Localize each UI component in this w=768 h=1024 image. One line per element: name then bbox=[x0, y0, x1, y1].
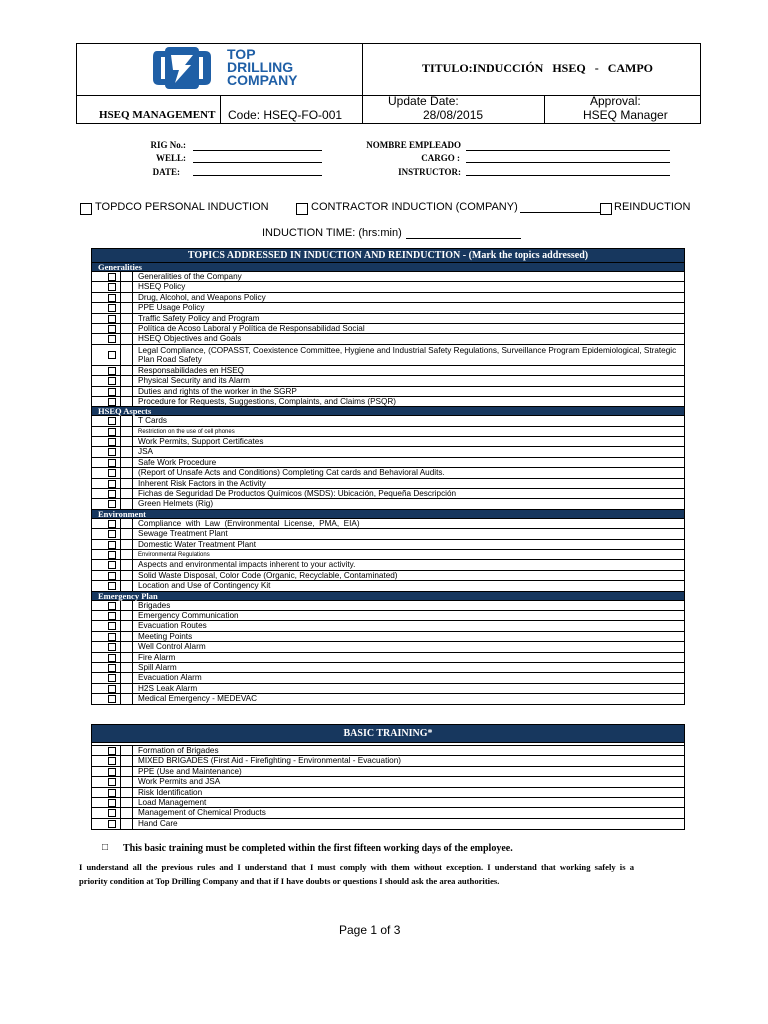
topic-checkbox[interactable] bbox=[108, 500, 116, 508]
cell-divider bbox=[132, 529, 133, 538]
cell-divider bbox=[120, 272, 121, 281]
approval-label: Approval: bbox=[590, 94, 641, 108]
cell-divider bbox=[132, 272, 133, 281]
table-row bbox=[92, 447, 684, 457]
topic-checkbox[interactable] bbox=[108, 273, 116, 281]
topic-checkbox[interactable] bbox=[108, 428, 116, 436]
section-header: HSEQ Aspects bbox=[92, 407, 684, 416]
topic-checkbox[interactable] bbox=[108, 654, 116, 662]
employee-name-label: NOMBRE EMPLEADO bbox=[366, 140, 461, 150]
topic-checkbox[interactable] bbox=[108, 572, 116, 580]
cell-divider bbox=[132, 767, 133, 776]
cell-divider bbox=[120, 684, 121, 693]
reinduction-checkbox[interactable] bbox=[600, 203, 612, 215]
cell-divider bbox=[132, 642, 133, 651]
cell-divider bbox=[120, 376, 121, 385]
cell-divider bbox=[120, 777, 121, 786]
topic-label: Formation of Brigades bbox=[138, 746, 219, 755]
topic-label: Work Permits and JSA bbox=[138, 777, 221, 787]
cell-divider bbox=[132, 416, 133, 425]
topic-label: MIXED BRIGADES (First Aid - Firefighting - Environmental - Evacuation) bbox=[138, 756, 401, 766]
topic-label: H2S Leak Alarm bbox=[138, 683, 198, 693]
cell-divider bbox=[132, 788, 133, 797]
topic-label: Spill Alarm bbox=[138, 662, 177, 672]
rig-no-field[interactable] bbox=[193, 150, 322, 151]
header-divider bbox=[362, 44, 363, 123]
table-row bbox=[92, 777, 684, 787]
topic-label: Responsabilidades en HSEQ bbox=[138, 365, 245, 375]
topic-label: Location and Use of Contingency Kit bbox=[138, 581, 271, 591]
topic-label: Risk Identification bbox=[138, 787, 203, 797]
topic-checkbox[interactable] bbox=[108, 695, 116, 703]
topic-checkbox[interactable] bbox=[108, 398, 116, 406]
topic-label: Safe Work Procedure bbox=[138, 457, 217, 467]
cell-divider bbox=[120, 427, 121, 436]
table-row bbox=[92, 653, 684, 663]
update-date-value: 28/08/2015 bbox=[423, 108, 484, 122]
topic-label: Physical Security and its Alarm bbox=[138, 376, 250, 386]
cell-divider bbox=[132, 560, 133, 569]
table-row bbox=[92, 746, 684, 756]
cell-divider bbox=[120, 642, 121, 651]
topic-label: Meeting Points bbox=[138, 631, 193, 641]
topic-checkbox[interactable] bbox=[108, 377, 116, 385]
table-row bbox=[92, 788, 684, 798]
table-row bbox=[92, 798, 684, 808]
topic-label: Work Permits, Support Certificates bbox=[138, 437, 264, 447]
table-row bbox=[92, 437, 684, 447]
topic-checkbox[interactable] bbox=[108, 612, 116, 620]
contractor-company-field[interactable] bbox=[520, 212, 602, 213]
topics-table-title: TOPICS ADDRESSED IN INDUCTION AND REINDUCTION - (Mark the topics addressed) bbox=[92, 249, 684, 263]
cell-divider bbox=[132, 519, 133, 528]
topic-label: Green Helmets (Rig) bbox=[138, 499, 214, 509]
cell-divider bbox=[132, 663, 133, 672]
table-row bbox=[92, 756, 684, 766]
cell-divider bbox=[120, 458, 121, 467]
table-row bbox=[92, 272, 684, 282]
cell-divider bbox=[120, 366, 121, 375]
topic-label: HSEQ Objectives and Goals bbox=[138, 334, 242, 344]
cell-divider bbox=[132, 653, 133, 662]
table-row bbox=[92, 642, 684, 652]
table-row bbox=[92, 293, 684, 303]
cell-divider bbox=[132, 499, 133, 508]
cell-divider bbox=[120, 788, 121, 797]
topic-label: T Cards bbox=[138, 416, 167, 426]
topic-label: Brigades bbox=[138, 600, 171, 610]
basic-training-title: BASIC TRAINING* bbox=[92, 725, 684, 743]
document-title: TITULO:INDUCCIÓN HSEQ - CAMPO bbox=[422, 61, 654, 75]
cell-divider bbox=[120, 479, 121, 488]
declaration-line: I understand all the previous rules and I understand that I must comply with them without exception. I understand that working safely is a bbox=[79, 862, 634, 872]
approval-value: HSEQ Manager bbox=[583, 108, 668, 122]
topic-label: Fichas de Seguridad De Productos Químicos (MSDS): Ubicación, Pequeña Descripción bbox=[138, 489, 457, 499]
well-field[interactable] bbox=[193, 162, 322, 163]
topic-checkbox[interactable] bbox=[108, 448, 116, 456]
topic-label: Well Control Alarm bbox=[138, 642, 206, 652]
topic-checkbox[interactable] bbox=[108, 685, 116, 693]
cargo-field[interactable] bbox=[466, 162, 670, 163]
table-row bbox=[92, 416, 684, 426]
table-row bbox=[92, 489, 684, 499]
cell-divider bbox=[132, 601, 133, 610]
cell-divider bbox=[132, 611, 133, 620]
cell-divider bbox=[132, 777, 133, 786]
cell-divider bbox=[132, 397, 133, 406]
cell-divider bbox=[120, 519, 121, 528]
cell-divider bbox=[120, 282, 121, 291]
topic-label: Evacuation Alarm bbox=[138, 673, 202, 683]
section-header: Environment bbox=[92, 510, 684, 519]
cell-divider bbox=[132, 324, 133, 333]
cargo-label: CARGO : bbox=[421, 153, 460, 163]
cell-divider bbox=[120, 798, 121, 807]
table-row bbox=[92, 324, 684, 334]
cell-divider bbox=[132, 621, 133, 630]
topic-label: Restriction on the use of cell phones bbox=[138, 428, 235, 435]
topic-checkbox[interactable] bbox=[108, 335, 116, 343]
cell-divider bbox=[132, 819, 133, 829]
cell-divider bbox=[120, 303, 121, 312]
document-header bbox=[76, 43, 701, 124]
topic-label: Fire Alarm bbox=[138, 652, 176, 662]
topic-checkbox[interactable] bbox=[108, 438, 116, 446]
topic-label: Legal Compliance, (COPASST, Coexistence Committee, Hygiene and Industrial Safety Regulations, Surveillance Program Epidemiological, Strategic Plan Road Safety bbox=[138, 345, 677, 365]
cell-divider bbox=[132, 673, 133, 682]
table-row bbox=[92, 601, 684, 611]
company-name bbox=[227, 48, 298, 87]
topic-checkbox[interactable] bbox=[108, 561, 116, 569]
cell-divider bbox=[132, 387, 133, 396]
topic-checkbox[interactable] bbox=[108, 809, 116, 817]
topic-label: PPE Usage Policy bbox=[138, 303, 205, 313]
contractor-induction-checkbox[interactable] bbox=[296, 203, 308, 215]
topic-label: Generalities of the Company bbox=[138, 272, 242, 281]
cell-divider bbox=[120, 550, 121, 559]
cell-divider bbox=[132, 550, 133, 559]
cell-divider bbox=[132, 632, 133, 641]
topic-checkbox[interactable] bbox=[108, 820, 116, 828]
rig-no-label: RIG No.: bbox=[150, 140, 186, 150]
table-row bbox=[92, 684, 684, 694]
cell-divider bbox=[120, 621, 121, 630]
topic-label: Evacuation Routes bbox=[138, 621, 207, 631]
topic-label: JSA bbox=[138, 447, 154, 457]
topic-checkbox[interactable] bbox=[108, 541, 116, 549]
topic-label: Emergency Communication bbox=[138, 610, 239, 620]
cell-divider bbox=[132, 314, 133, 323]
topic-checkbox[interactable] bbox=[108, 325, 116, 333]
table-row bbox=[92, 581, 684, 591]
table-row bbox=[92, 694, 684, 704]
cell-divider bbox=[132, 684, 133, 693]
section-header: Generalities bbox=[92, 263, 684, 272]
topic-checkbox[interactable] bbox=[108, 388, 116, 396]
declaration-line: priority condition at Top Drilling Company and that if I have doubts or questions I should ask the area authorities. bbox=[79, 876, 500, 886]
topic-checkbox[interactable] bbox=[108, 490, 116, 498]
cell-divider bbox=[120, 601, 121, 610]
induction-time-label: INDUCTION TIME: (hrs:min) bbox=[262, 227, 402, 239]
topic-checkbox[interactable] bbox=[108, 778, 116, 786]
topic-checkbox[interactable] bbox=[108, 664, 116, 672]
cell-divider bbox=[120, 529, 121, 538]
cell-divider bbox=[132, 282, 133, 291]
topic-checkbox[interactable] bbox=[108, 757, 116, 765]
cell-divider bbox=[120, 756, 121, 765]
cell-divider bbox=[120, 663, 121, 672]
topic-checkbox[interactable] bbox=[108, 459, 116, 467]
cell-divider bbox=[132, 581, 133, 590]
section-header: Emergency Plan bbox=[92, 592, 684, 601]
cell-divider bbox=[132, 798, 133, 807]
cell-divider bbox=[132, 489, 133, 498]
cell-divider bbox=[120, 416, 121, 425]
cell-divider bbox=[132, 447, 133, 456]
table-row bbox=[92, 673, 684, 683]
topic-checkbox[interactable] bbox=[108, 417, 116, 425]
cell-divider bbox=[120, 611, 121, 620]
table-row bbox=[92, 376, 684, 386]
topic-checkbox[interactable] bbox=[108, 551, 116, 559]
table-row bbox=[92, 529, 684, 539]
topic-label: (Report of Unsafe Acts and Conditions) Completing Cat cards and Behavioral Audits. bbox=[138, 468, 445, 478]
table-row bbox=[92, 560, 684, 570]
cell-divider bbox=[120, 499, 121, 508]
topic-label: Compliance with Law (Environmental License, PMA, EIA) bbox=[138, 518, 360, 528]
table-row bbox=[92, 282, 684, 292]
cell-divider bbox=[120, 437, 121, 446]
table-row bbox=[92, 303, 684, 313]
company-name-line: TOP bbox=[227, 46, 256, 62]
topic-checkbox[interactable] bbox=[108, 530, 116, 538]
cell-divider bbox=[132, 376, 133, 385]
topic-checkbox[interactable] bbox=[108, 602, 116, 610]
topdco-induction-label: TOPDCO PERSONAL INDUCTION bbox=[95, 201, 269, 213]
table-row bbox=[92, 314, 684, 324]
basic-training-body bbox=[92, 746, 684, 829]
topic-label: Inherent Risk Factors in the Activity bbox=[138, 478, 266, 488]
cell-divider bbox=[132, 571, 133, 580]
cell-divider bbox=[120, 314, 121, 323]
table-row bbox=[92, 808, 684, 818]
topic-checkbox[interactable] bbox=[108, 351, 116, 359]
basic-training-table bbox=[91, 724, 685, 830]
date-label: DATE: bbox=[152, 167, 180, 177]
table-row bbox=[92, 334, 684, 344]
cell-divider bbox=[132, 458, 133, 467]
table-row bbox=[92, 387, 684, 397]
topic-checkbox[interactable] bbox=[108, 469, 116, 477]
table-row bbox=[92, 621, 684, 631]
cell-divider bbox=[132, 479, 133, 488]
topic-checkbox[interactable] bbox=[108, 789, 116, 797]
topics-table bbox=[91, 248, 685, 705]
table-row bbox=[92, 571, 684, 581]
induction-time-field[interactable] bbox=[406, 238, 521, 239]
cell-divider bbox=[120, 581, 121, 590]
topic-checkbox[interactable] bbox=[108, 643, 116, 651]
cell-divider bbox=[132, 437, 133, 446]
topic-checkbox[interactable] bbox=[108, 768, 116, 776]
cell-divider bbox=[132, 694, 133, 704]
cell-divider bbox=[120, 673, 121, 682]
table-row bbox=[92, 540, 684, 550]
topic-label: Drug, Alcohol, and Weapons Policy bbox=[138, 292, 266, 302]
company-logo bbox=[149, 45, 215, 91]
topdco-induction-checkbox[interactable] bbox=[80, 203, 92, 215]
cell-divider bbox=[120, 540, 121, 549]
company-name-line: DRILLING bbox=[227, 59, 294, 75]
topics-table-body bbox=[92, 263, 684, 704]
reinduction-label: REINDUCTION bbox=[614, 201, 691, 213]
cell-divider bbox=[132, 427, 133, 436]
topic-label: HSEQ Policy bbox=[138, 282, 186, 292]
topic-label: Procedure for Requests, Suggestions, Complaints, and Claims (PSQR) bbox=[138, 396, 397, 406]
topic-checkbox[interactable] bbox=[108, 622, 116, 630]
cell-divider bbox=[132, 366, 133, 375]
table-row bbox=[92, 366, 684, 376]
topic-checkbox[interactable] bbox=[108, 582, 116, 590]
topic-checkbox[interactable] bbox=[108, 367, 116, 375]
cell-divider bbox=[132, 334, 133, 343]
header-divider bbox=[544, 95, 545, 123]
topic-label: Hand Care bbox=[138, 818, 178, 828]
cell-divider bbox=[120, 819, 121, 829]
cell-divider bbox=[120, 397, 121, 406]
table-row bbox=[92, 550, 684, 560]
table-row bbox=[92, 611, 684, 621]
table-row bbox=[92, 632, 684, 642]
topic-label: Medical Emergency - MEDEVAC bbox=[138, 694, 258, 704]
topic-checkbox[interactable] bbox=[108, 633, 116, 641]
document-code: Code: HSEQ-FO-001 bbox=[228, 108, 343, 122]
topic-checkbox[interactable] bbox=[108, 799, 116, 807]
table-row bbox=[92, 468, 684, 478]
table-row bbox=[92, 499, 684, 509]
cell-divider bbox=[120, 345, 121, 365]
table-row bbox=[92, 345, 684, 366]
topic-label: Environmental Regulations bbox=[138, 551, 210, 558]
cell-divider bbox=[132, 293, 133, 302]
instructor-label: INSTRUCTOR: bbox=[398, 167, 461, 177]
topic-label: Traffic Safety Policy and Program bbox=[138, 313, 260, 323]
basic-training-note: This basic training must be completed within the first fifteen working days of the employee. bbox=[123, 843, 513, 854]
cell-divider bbox=[132, 303, 133, 312]
cell-divider bbox=[120, 632, 121, 641]
topic-checkbox[interactable] bbox=[108, 283, 116, 291]
table-row bbox=[92, 458, 684, 468]
cell-divider bbox=[120, 334, 121, 343]
table-row bbox=[92, 767, 684, 777]
topic-checkbox[interactable] bbox=[108, 480, 116, 488]
cell-divider bbox=[132, 468, 133, 477]
cell-divider bbox=[120, 694, 121, 704]
topic-label: Sewage Treatment Plant bbox=[138, 529, 228, 539]
instructor-field[interactable] bbox=[466, 175, 670, 176]
cell-divider bbox=[120, 387, 121, 396]
topic-label: Aspects and environmental impacts inherent to your activity. bbox=[138, 560, 356, 570]
cell-divider bbox=[120, 653, 121, 662]
update-date-label: Update Date: bbox=[388, 94, 459, 108]
topic-checkbox[interactable] bbox=[108, 315, 116, 323]
table-row bbox=[92, 819, 684, 829]
table-row bbox=[92, 479, 684, 489]
cell-divider bbox=[132, 345, 133, 365]
table-row bbox=[92, 663, 684, 673]
cell-divider bbox=[120, 746, 121, 755]
cell-divider bbox=[132, 540, 133, 549]
cell-divider bbox=[120, 324, 121, 333]
table-row bbox=[92, 397, 684, 407]
cell-divider bbox=[120, 293, 121, 302]
cell-divider bbox=[120, 447, 121, 456]
note-bullet-icon: □ bbox=[102, 842, 109, 853]
topic-label: Solid Waste Disposal, Color Code (Organic, Recyclable, Contaminated) bbox=[138, 570, 398, 580]
topic-label: Load Management bbox=[138, 797, 207, 807]
cell-divider bbox=[120, 560, 121, 569]
cell-divider bbox=[120, 468, 121, 477]
table-row bbox=[92, 519, 684, 529]
topic-label: Duties and rights of the worker in the SGRP bbox=[138, 386, 297, 396]
topic-checkbox[interactable] bbox=[108, 520, 116, 528]
topic-checkbox[interactable] bbox=[108, 304, 116, 312]
topic-checkbox[interactable] bbox=[108, 747, 116, 755]
cell-divider bbox=[120, 767, 121, 776]
cell-divider bbox=[120, 571, 121, 580]
management-label: HSEQ MANAGEMENT bbox=[99, 109, 216, 121]
topic-checkbox[interactable] bbox=[108, 674, 116, 682]
cell-divider bbox=[132, 808, 133, 817]
date-field[interactable] bbox=[193, 175, 322, 176]
cell-divider bbox=[132, 746, 133, 755]
cell-divider bbox=[120, 489, 121, 498]
page-number: Page 1 of 3 bbox=[339, 923, 401, 937]
contractor-induction-label: CONTRACTOR INDUCTION (COMPANY) bbox=[311, 201, 518, 213]
cell-divider bbox=[120, 808, 121, 817]
topic-checkbox[interactable] bbox=[108, 294, 116, 302]
topic-label: Management of Chemical Products bbox=[138, 808, 266, 818]
topic-label: Domestic Water Treatment Plant bbox=[138, 539, 256, 549]
company-name-line: COMPANY bbox=[227, 72, 298, 88]
cell-divider bbox=[132, 756, 133, 765]
table-row bbox=[92, 427, 684, 437]
header-divider bbox=[220, 95, 221, 123]
topic-label: PPE (Use and Maintenance) bbox=[138, 766, 242, 776]
employee-name-field[interactable] bbox=[466, 150, 670, 151]
topic-label: Política de Acoso Laboral y Política de Responsabilidad Social bbox=[138, 323, 365, 333]
well-label: WELL: bbox=[155, 153, 186, 163]
